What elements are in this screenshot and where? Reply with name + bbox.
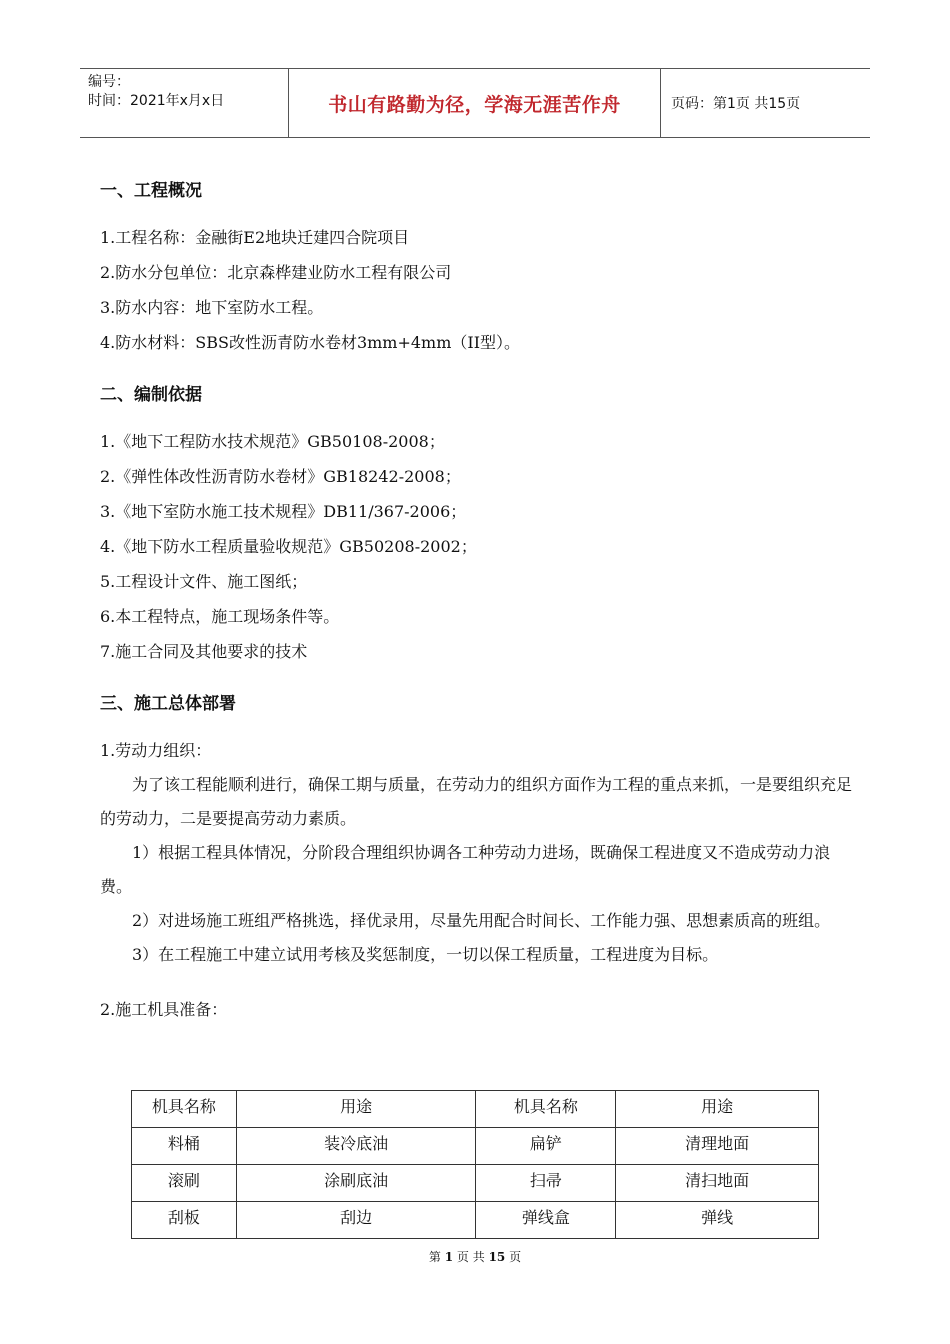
overview-item: 1.工程名称：金融街E2地块迁建四合院项目 (100, 228, 410, 247)
tools-subtitle: 2.施工机具准备： (100, 1000, 228, 1019)
table-cell: 弹线 (616, 1202, 819, 1239)
overview-item: 3.防水内容：地下室防水工程。 (100, 298, 324, 317)
table-cell: 弹线盒 (476, 1202, 616, 1239)
basis-item: 1.《地下工程防水技术规范》GB50108-2008； (100, 432, 445, 451)
table-cell: 清理地面 (616, 1128, 819, 1165)
document-body (100, 176, 860, 1027)
footer-middle: 页 共 (456, 1250, 485, 1264)
page-header (80, 68, 870, 138)
table-header-cell: 用途 (616, 1091, 819, 1128)
section-title-deployment: 三、施工总体部署 (100, 694, 236, 714)
table-cell: 料桶 (132, 1128, 237, 1165)
basis-item: 7.施工合同及其他要求的技术 (100, 642, 308, 661)
labor-paragraph: 为了该工程能顺利进行，确保工期与质量，在劳动力的组织方面作为工程的重点来抓，一是要组织充足的劳动力，二是要提高劳动力素质。 (100, 775, 853, 828)
header-meta (80, 69, 289, 137)
footer-suffix: 页 (509, 1250, 522, 1264)
basis-item: 4.《地下防水工程质量验收规范》GB50208-2002； (100, 537, 477, 556)
overview-item: 2.防水分包单位：北京森桦建业防水工程有限公司 (100, 263, 452, 282)
table-cell: 扁铲 (476, 1128, 616, 1165)
number-label: 编号： (88, 74, 130, 90)
table-header-row (132, 1091, 819, 1128)
tools-table (131, 1090, 819, 1239)
table-cell: 滚刷 (132, 1165, 237, 1202)
footer-total-pages: 15 (488, 1250, 506, 1264)
time-label: 时间：2021年x月x日 (88, 93, 225, 109)
header-page-info: 页码：第1页 共15页 (671, 96, 801, 112)
basis-item: 3.《地下室防水施工技术规程》DB11/367-2006； (100, 502, 467, 521)
overview-item: 4.防水材料：SBS改性沥青防水卷材3mm+4mm（II型）。 (100, 333, 521, 352)
footer-page-number: 1 (444, 1250, 454, 1264)
section-title-overview: 一、工程概况 (100, 181, 202, 201)
table-cell: 涂刷底油 (236, 1165, 476, 1202)
labor-paragraph: 3）在工程施工中建立试用考核及奖惩制度，一切以保工程质量，工程进度为目标。 (132, 945, 719, 964)
header-motto: 书山有路勤为径，学海无涯苦作舟 (289, 69, 661, 137)
basis-item: 2.《弹性体改性沥青防水卷材》GB18242-2008； (100, 467, 461, 486)
basis-item: 5.工程设计文件、施工图纸； (100, 572, 308, 591)
table-cell: 扫帚 (476, 1165, 616, 1202)
labor-paragraph: 2）对进场施工班组严格挑选，择优录用，尽量先用配合时间长、工作能力强、思想素质高的班组。 (132, 911, 831, 930)
table-header-cell: 用途 (236, 1091, 476, 1128)
labor-subtitle: 1.劳动力组织： (100, 741, 212, 760)
table-row (132, 1128, 819, 1165)
table-row (132, 1165, 819, 1202)
table-cell: 刮板 (132, 1202, 237, 1239)
table-header-cell: 机具名称 (476, 1091, 616, 1128)
footer-prefix: 第 (428, 1250, 441, 1264)
labor-paragraph: 1）根据工程具体情况，分阶段合理组织协调各工种劳动力进场，既确保工程进度又不造成劳动力浪费。 (100, 843, 831, 896)
basis-item: 6.本工程特点，施工现场条件等。 (100, 607, 340, 626)
page-footer (0, 1248, 950, 1265)
table-cell: 刮边 (236, 1202, 476, 1239)
table-header-cell: 机具名称 (132, 1091, 237, 1128)
table-cell: 清扫地面 (616, 1165, 819, 1202)
section-title-basis: 二、编制依据 (100, 385, 202, 405)
table-cell: 装冷底油 (236, 1128, 476, 1165)
table-row (132, 1202, 819, 1239)
